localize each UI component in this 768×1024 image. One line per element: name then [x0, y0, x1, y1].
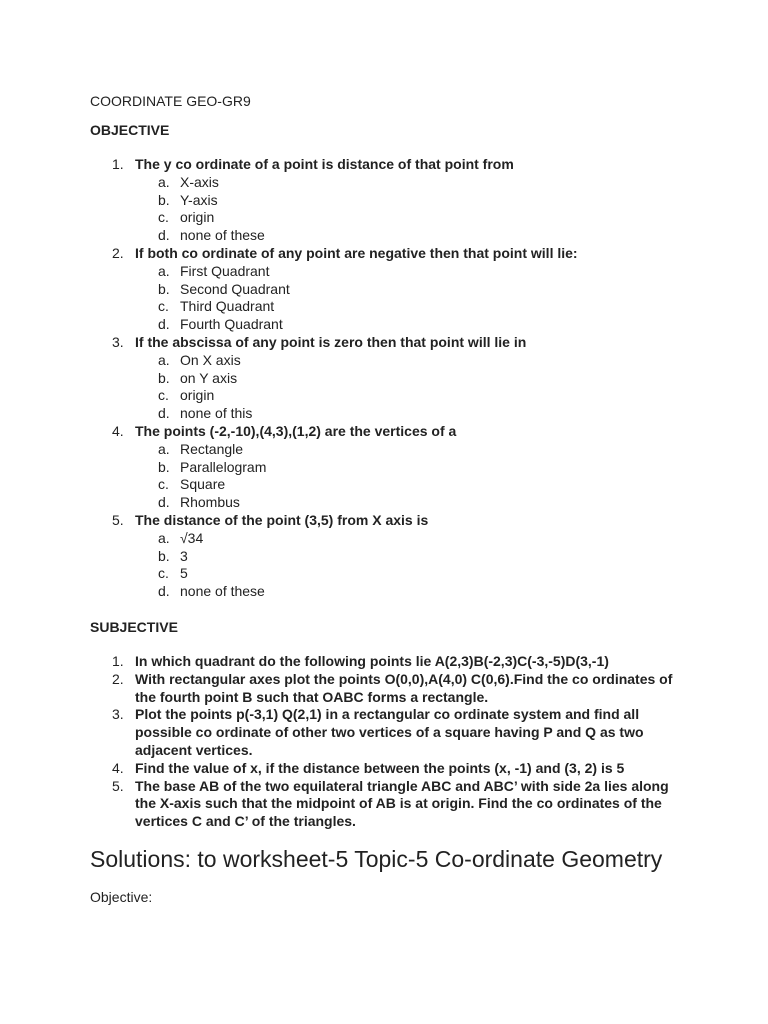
- objective-question: [90, 334, 690, 423]
- answer-option: [135, 370, 690, 388]
- option-list: [135, 441, 690, 512]
- option-text: Y-axis: [180, 191, 218, 208]
- subjective-question: [90, 653, 690, 671]
- option-letter: c.: [158, 476, 169, 493]
- subjective-question: [90, 760, 690, 778]
- option-letter: a.: [158, 351, 170, 368]
- objective-question: [90, 512, 690, 601]
- answer-option: [135, 316, 690, 334]
- answer-option: [135, 192, 690, 210]
- solutions-heading: Solutions: to worksheet-5 Topic-5 Co-ordinate Geometry: [90, 845, 663, 872]
- option-text: none of these: [180, 227, 265, 244]
- question-text: If both co ordinate of any point are negative then that point will lie:: [135, 244, 578, 261]
- document-page: [90, 92, 690, 906]
- subjective-question: [90, 778, 690, 831]
- question-text: Plot the points p(-3,1) Q(2,1) in a rectangular co ordinate system and find all possible co ordinate of other two vertices of a square having P and Q as two adjacent vertices.: [135, 706, 644, 758]
- answer-option: [135, 174, 690, 192]
- option-letter: b.: [158, 547, 170, 564]
- option-letter: a.: [158, 529, 170, 546]
- answer-option: [135, 548, 690, 566]
- objective-heading: OBJECTIVE: [90, 122, 170, 138]
- objective-subheading: Objective:: [90, 888, 153, 905]
- option-text: X-axis: [180, 173, 219, 190]
- option-letter: c.: [158, 298, 169, 315]
- answer-option: [135, 387, 690, 405]
- option-text: Parallelogram: [180, 458, 267, 475]
- question-number: 4.: [112, 759, 124, 776]
- answer-option: [135, 298, 690, 316]
- option-letter: a.: [158, 262, 170, 279]
- option-letter: b.: [158, 191, 170, 208]
- answer-option: [135, 352, 690, 370]
- question-text: The y co ordinate of a point is distance of that point from: [135, 156, 514, 172]
- option-letter: c.: [158, 565, 169, 582]
- answer-option: [135, 405, 690, 423]
- option-list: [135, 530, 690, 601]
- option-text: First Quadrant: [180, 262, 270, 279]
- subjective-question-list: [90, 653, 690, 831]
- question-number: 1.: [112, 652, 124, 669]
- option-text: 5: [180, 565, 188, 582]
- objective-question: [90, 423, 690, 512]
- question-text: Find the value of x, if the distance between the points (x, -1) and (3, 2) is 5: [135, 759, 625, 776]
- option-letter: b.: [158, 369, 170, 386]
- answer-option: [135, 565, 690, 583]
- question-number: 3.: [112, 333, 124, 350]
- option-letter: c.: [158, 387, 169, 404]
- option-text: origin: [180, 387, 215, 404]
- objective-question: [90, 156, 690, 245]
- option-letter: d.: [158, 405, 170, 422]
- option-text: √34: [180, 529, 204, 546]
- answer-option: [135, 530, 690, 548]
- question-text: In which quadrant do the following points lie A(2,3)B(-2,3)C(-3,-5)D(3,-1): [135, 652, 609, 669]
- option-letter: d.: [158, 227, 170, 244]
- option-text: Rectangle: [180, 440, 244, 457]
- option-letter: d.: [158, 316, 170, 333]
- answer-option: [135, 263, 690, 281]
- option-letter: d.: [158, 494, 170, 511]
- answer-option: [135, 227, 690, 245]
- answer-option: [135, 476, 690, 494]
- question-number: 2.: [112, 670, 124, 687]
- option-letter: b.: [158, 458, 170, 475]
- question-number: 4.: [112, 422, 124, 439]
- option-text: Third Quadrant: [180, 298, 275, 315]
- question-text: With rectangular axes plot the points O(0,0),A(4,0) C(0,6).Find the co ordinates of the fourth point B such that OABC forms a rectangle.: [135, 670, 673, 705]
- subjective-heading: SUBJECTIVE: [90, 618, 178, 635]
- option-text: 3: [180, 547, 188, 564]
- question-number: 2.: [112, 244, 124, 261]
- option-list: [135, 352, 690, 423]
- option-letter: a.: [158, 440, 170, 457]
- question-number: 5.: [112, 511, 124, 528]
- option-letter: a.: [158, 173, 170, 190]
- answer-option: [135, 441, 690, 459]
- answer-option: [135, 459, 690, 477]
- answer-option: [135, 209, 690, 227]
- question-number: 1.: [112, 156, 124, 172]
- question-text: The points (-2,-10),(4,3),(1,2) are the vertices of a: [135, 422, 457, 439]
- answer-option: [135, 281, 690, 299]
- option-text: none of these: [180, 583, 265, 600]
- option-letter: c.: [158, 209, 169, 226]
- question-text: If the abscissa of any point is zero then that point will lie in: [135, 333, 527, 350]
- objective-question-list: [90, 156, 690, 601]
- document-title: COORDINATE GEO-GR9: [90, 93, 251, 109]
- answer-option: [135, 583, 690, 601]
- option-list: [135, 263, 690, 334]
- option-letter: d.: [158, 583, 170, 600]
- option-text: Fourth Quadrant: [180, 316, 283, 333]
- objective-question: [90, 245, 690, 334]
- option-text: none of this: [180, 405, 253, 422]
- question-number: 5.: [112, 777, 124, 794]
- subjective-question: [90, 706, 690, 759]
- question-text: The distance of the point (3,5) from X axis is: [135, 511, 429, 528]
- option-text: on Y axis: [180, 369, 238, 386]
- answer-option: [135, 494, 690, 512]
- option-letter: b.: [158, 280, 170, 297]
- option-list: [135, 174, 690, 245]
- question-text: The base AB of the two equilateral triangle ABC and ABC’ with side 2a lies along the X-axis such that the midpoint of AB is at origin. Find the co ordinates of the vertices C and C’ of the triangles.: [135, 777, 669, 830]
- option-text: Rhombus: [180, 494, 240, 511]
- question-number: 3.: [112, 706, 124, 723]
- option-text: Square: [180, 476, 226, 493]
- option-text: On X axis: [180, 351, 241, 368]
- subjective-question: [90, 671, 690, 707]
- option-text: Second Quadrant: [180, 280, 290, 297]
- option-text: origin: [180, 209, 215, 226]
